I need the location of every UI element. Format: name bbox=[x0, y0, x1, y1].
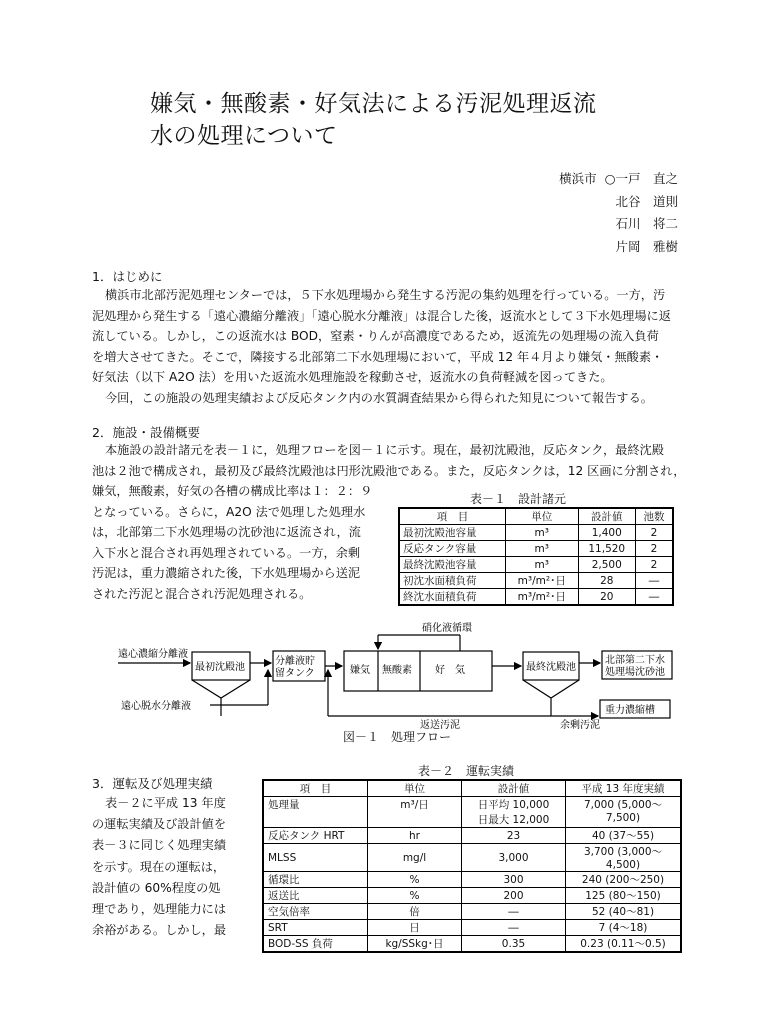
table-row bbox=[399, 525, 673, 541]
table-cell: 最終沈殿池容量 bbox=[399, 557, 505, 573]
table-cell: mg/l bbox=[368, 844, 462, 872]
author-name: 北谷 道則 bbox=[615, 193, 678, 209]
section-3-heading: 3．運転及び処理実績 bbox=[92, 776, 213, 791]
table-cell: 反応タンク HRT bbox=[263, 828, 368, 844]
table-cell: 倍 bbox=[368, 904, 462, 920]
label-storage-1: 分離液貯 bbox=[275, 656, 315, 667]
table-cell: m³ bbox=[505, 541, 578, 557]
section-2-heading: 2．施設・設備概要 bbox=[92, 425, 200, 440]
table-cell: 反応タンク容量 bbox=[399, 541, 505, 557]
table-cell: 処理量 bbox=[263, 797, 368, 828]
table-cell: ― bbox=[462, 904, 566, 920]
author-block bbox=[559, 168, 678, 258]
table-cell: 2 bbox=[636, 525, 674, 541]
label-outlet-2: 処理場沈砂池 bbox=[605, 667, 665, 678]
table-header-cell: 設計値 bbox=[462, 780, 566, 797]
table-row bbox=[399, 541, 673, 557]
table-cell: 52 (40～81) bbox=[566, 904, 682, 920]
table-cell: 200 bbox=[462, 888, 566, 904]
section-3-body bbox=[92, 793, 252, 941]
table-cell: SRT bbox=[263, 920, 368, 936]
body-line: 好気法（以下 A2O 法）を用いた返流水処理施設を稼動させ，返流水の負荷軽減を図ってきた。 bbox=[92, 370, 613, 385]
table-cell: BOD-SS 負荷 bbox=[263, 936, 368, 953]
label-thickener: 重力濃縮槽 bbox=[605, 705, 655, 716]
table-cell: 23 bbox=[462, 828, 566, 844]
table-cell: m³/m²･日 bbox=[505, 589, 578, 606]
table-cell: 終沈水面積負荷 bbox=[399, 589, 505, 606]
table-cell: MLSS bbox=[263, 844, 368, 872]
table-cell: 28 bbox=[578, 573, 636, 589]
body-line: 池は２池で構成され，最初及び最終沈殿池は円形沈殿池である。また，反応タンクは，12 区画に分割され， bbox=[92, 463, 686, 478]
primary-clarifier-hopper bbox=[192, 680, 250, 698]
table-cell: 0.23 (0.11～0.5) bbox=[566, 936, 682, 953]
table-cell: 最初沈殿池容量 bbox=[399, 525, 505, 541]
table-cell: 初沈水面積負荷 bbox=[399, 573, 505, 589]
table-row bbox=[263, 844, 681, 872]
table-row bbox=[263, 904, 681, 920]
table-header-cell: 単位 bbox=[368, 780, 462, 797]
body-line: の運転実績及び設計値を bbox=[92, 817, 227, 832]
author-row bbox=[559, 191, 678, 214]
table-row bbox=[399, 589, 673, 606]
table-header-row bbox=[263, 780, 681, 797]
section-2-body-full bbox=[92, 440, 692, 481]
body-line: となっている。さらに，A2O 法で処理した処理水 bbox=[92, 504, 366, 519]
body-line: 横浜市北部汚泥処理センターでは，５下水処理場から発生する汚泥の集約処理を行っている。一方，汚 bbox=[105, 288, 666, 302]
body-line: 入下水と混合され再処理されている。一方，余剰 bbox=[92, 545, 361, 560]
label-final: 最終沈殿池 bbox=[526, 662, 576, 673]
author-row bbox=[559, 168, 678, 191]
author-name: 石川 将二 bbox=[615, 216, 678, 231]
table-cell: kg/SSkg･日 bbox=[368, 936, 462, 953]
author-row bbox=[559, 236, 678, 259]
table-cell: 240 (200～250) bbox=[566, 872, 682, 888]
section-2-body-narrow bbox=[92, 481, 392, 605]
label-aerobic: 好 気 bbox=[435, 665, 465, 676]
table-cell: 3,700 (3,000～4,500) bbox=[566, 844, 682, 872]
table-row bbox=[263, 797, 681, 813]
table-2 bbox=[262, 779, 682, 953]
table-cell: m³ bbox=[505, 557, 578, 573]
label-centrifuge-thickening: 遠心濃縮分離液 bbox=[118, 649, 188, 660]
table-cell: m³/日 bbox=[368, 797, 462, 828]
table-cell: % bbox=[368, 872, 462, 888]
body-line: された汚泥と混合され汚泥処理される。 bbox=[92, 586, 312, 601]
title-line-1: 嫌気・無酸素・好気法による汚泥処理返流 bbox=[150, 91, 597, 117]
table-2-caption: 表－２ 運転実績 bbox=[418, 764, 515, 778]
body-line: 理であり，処理能力には bbox=[92, 902, 227, 917]
table-row bbox=[263, 888, 681, 904]
label-storage-2: 留タンク bbox=[275, 668, 315, 679]
label-anoxic: 無酸素 bbox=[382, 665, 412, 676]
label-outlet-1: 北部第二下水 bbox=[605, 655, 665, 666]
label-primary: 最初沈殿池 bbox=[195, 662, 245, 673]
table-cell: 2 bbox=[636, 541, 674, 557]
body-line: 表－２に平成 13 年度 bbox=[105, 796, 226, 810]
table-header-cell: 項 目 bbox=[263, 780, 368, 797]
figure-1-caption: 図－１ 処理フロー bbox=[343, 730, 452, 744]
section-1-heading: 1．はじめに bbox=[92, 269, 163, 284]
table-cell: 7,000 (5,000～7,500) bbox=[566, 797, 682, 828]
body-line: 流している。しかし，この返流水は BOD，窒素・りんが高濃度であるため，返流先の処理場の流入負荷 bbox=[92, 329, 659, 344]
paper-title bbox=[150, 88, 597, 152]
table-cell: 空気倍率 bbox=[263, 904, 368, 920]
label-anaerobic: 嫌気 bbox=[350, 665, 370, 676]
table-cell: 40 (37～55) bbox=[566, 828, 682, 844]
table-cell: ― bbox=[636, 589, 674, 606]
label-return-sludge: 返送汚泥 bbox=[420, 720, 460, 731]
table-row bbox=[263, 920, 681, 936]
table-cell: 11,520 bbox=[578, 541, 636, 557]
table-1-caption: 表－１ 設計諸元 bbox=[470, 492, 567, 506]
author-name: 片岡 雅樹 bbox=[615, 238, 678, 254]
final-clarifier-hopper bbox=[523, 680, 579, 698]
body-line: 嫌気，無酸素，好気の各槽の構成比率は１：２：９ bbox=[92, 484, 373, 498]
table-cell: 7 (4～18) bbox=[566, 920, 682, 936]
table-cell: 0.35 bbox=[462, 936, 566, 953]
table-cell: m³/m²･日 bbox=[505, 573, 578, 589]
body-line: は，北部第二下水処理場の沈砂池に返流され，流 bbox=[92, 525, 361, 540]
table-row bbox=[263, 828, 681, 844]
label-recycle: 硝化液循環 bbox=[422, 623, 472, 634]
body-line: 設計値の 60%程度の処 bbox=[92, 880, 221, 895]
table-cell: ― bbox=[636, 573, 674, 589]
table-cell: 20 bbox=[578, 589, 636, 606]
table-cell: 返送比 bbox=[263, 888, 368, 904]
author-name: ○一戸 直之 bbox=[604, 171, 678, 186]
table-header-cell: 項 目 bbox=[399, 508, 505, 525]
table-cell: 2,500 bbox=[578, 557, 636, 573]
table-header-row bbox=[399, 508, 673, 525]
table-cell: 日最大 12,000 bbox=[462, 812, 566, 828]
table-cell: hr bbox=[368, 828, 462, 844]
label-excess-sludge: 余剰汚泥 bbox=[560, 720, 600, 731]
body-line: 今回，この施設の処理実績および反応タンク内の水質調査結果から得られた知見について報告する。 bbox=[105, 390, 653, 405]
table-cell: ― bbox=[462, 920, 566, 936]
section-1-body bbox=[92, 285, 692, 409]
process-flow-diagram bbox=[0, 620, 768, 745]
table-header-cell: 設計値 bbox=[578, 508, 636, 525]
table-cell: 125 (80～150) bbox=[566, 888, 682, 904]
title-line-2: 水の処理について bbox=[150, 123, 338, 149]
table-cell: 日平均 10,000 bbox=[462, 797, 566, 813]
author-affiliation: 横浜市 bbox=[559, 171, 597, 186]
table-header-cell: 池数 bbox=[636, 508, 674, 525]
table-cell: 循環比 bbox=[263, 872, 368, 888]
table-cell: 日 bbox=[368, 920, 462, 936]
body-line: 泥処理から発生する「遠心濃縮分離液」「遠心脱水分離液」は混合した後，返流水として３下水処理場に返 bbox=[92, 308, 671, 323]
table-cell: 3,000 bbox=[462, 844, 566, 872]
body-line: 汚泥は，重力濃縮された後，下水処理場から送泥 bbox=[92, 566, 361, 581]
body-line: を示す。現在の運転は， bbox=[92, 859, 226, 874]
table-cell: 1,400 bbox=[578, 525, 636, 541]
table-cell: 300 bbox=[462, 872, 566, 888]
table-header-cell: 単位 bbox=[505, 508, 578, 525]
author-row bbox=[559, 213, 678, 236]
table-cell: 2 bbox=[636, 557, 674, 573]
body-line: 表－３に同じく処理実績 bbox=[92, 838, 227, 853]
table-1 bbox=[398, 507, 674, 606]
body-line: を増大させてきた。そこで，隣接する北部第二下水処理場において，平成 12 年４月より嫌気・無酸素・ bbox=[92, 349, 664, 364]
table-row bbox=[263, 872, 681, 888]
table-cell: m³ bbox=[505, 525, 578, 541]
label-centrifuge-dewatering: 遠心脱水分離液 bbox=[121, 701, 191, 712]
table-row bbox=[399, 557, 673, 573]
table-header-cell: 平成 13 年度実績 bbox=[566, 780, 682, 797]
body-line: 本施設の設計諸元を表－１に，処理フローを図－１に示す。現在，最初沈殿池，反応タンク，最終沈殿 bbox=[105, 443, 664, 457]
table-row bbox=[399, 573, 673, 589]
body-line: 余裕がある。しかし，最 bbox=[92, 923, 227, 938]
table-cell: % bbox=[368, 888, 462, 904]
table-row bbox=[263, 936, 681, 953]
